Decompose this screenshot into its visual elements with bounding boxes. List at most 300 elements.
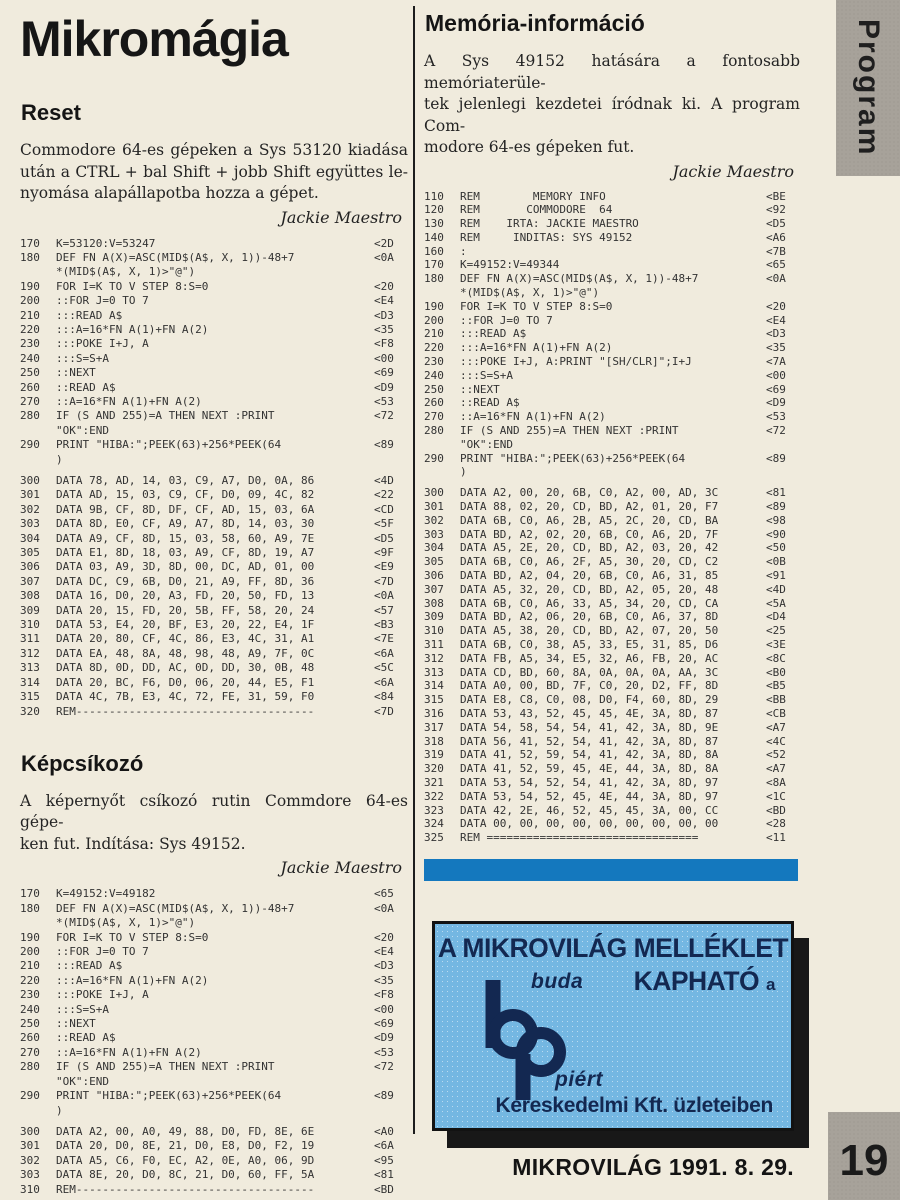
checksum bbox=[374, 1075, 408, 1089]
line-number: 190 bbox=[20, 279, 40, 293]
code-line bbox=[20, 604, 408, 618]
code-text: DATA 16, D0, 20, A3, FD, 20, 50, FD, 13 bbox=[56, 589, 315, 603]
code-text: DATA DC, C9, 6B, D0, 21, A9, FF, 8D, 36 bbox=[56, 574, 315, 588]
checksum: <7D bbox=[374, 704, 394, 718]
code-line bbox=[20, 589, 408, 603]
checksum: <35 bbox=[766, 341, 786, 355]
code-text: DATA 53, 54, 52, 45, 4E, 44, 3A, 8D, 97 bbox=[460, 789, 719, 803]
code-line bbox=[424, 804, 800, 818]
line-number: 301 bbox=[424, 500, 444, 514]
code-text: :::A=16*FN A(1)+FN A(2) bbox=[56, 322, 209, 336]
page-number: 19 bbox=[839, 1136, 889, 1185]
checksum: <5A bbox=[766, 596, 786, 610]
checksum: <89 bbox=[374, 438, 394, 452]
line-number: 190 bbox=[424, 299, 444, 313]
line-number: 240 bbox=[20, 351, 40, 365]
line-number: 130 bbox=[424, 217, 444, 231]
code-text: : bbox=[460, 244, 467, 258]
code-text: REM------------------------------------ bbox=[56, 1182, 315, 1196]
line-number: 290 bbox=[20, 1089, 40, 1103]
line-number: 230 bbox=[424, 355, 444, 369]
checksum: <B3 bbox=[374, 618, 394, 632]
line-number: 140 bbox=[424, 230, 444, 244]
line-number: 305 bbox=[20, 546, 40, 560]
code-text: DEF FN A(X)=ASC(MID$(A$, X, 1))-48+7 bbox=[56, 901, 295, 915]
code-text: DATA AD, 15, 03, C9, CF, D0, 09, 4C, 82 bbox=[56, 488, 315, 502]
line-number bbox=[424, 438, 460, 452]
code-text: FOR I=K TO V STEP 8:S=0 bbox=[460, 299, 613, 313]
code-line bbox=[20, 887, 408, 901]
code-line bbox=[20, 705, 408, 719]
code-text: DATA A2, 00, A0, 49, 88, D0, FD, 8E, 6E bbox=[56, 1124, 315, 1138]
code-text: REM------------------------------------ bbox=[56, 704, 315, 718]
checksum: <D9 bbox=[766, 396, 786, 410]
line-number bbox=[20, 1104, 56, 1118]
line-number: 302 bbox=[20, 502, 40, 516]
code-text: K=53120:V=53247 bbox=[56, 236, 156, 250]
checksum: <2D bbox=[374, 236, 394, 250]
line-number: 311 bbox=[424, 638, 444, 651]
line-number: 314 bbox=[424, 679, 444, 693]
checksum: <F8 bbox=[374, 988, 394, 1002]
supplement-ad bbox=[432, 921, 794, 1131]
line-number: 290 bbox=[20, 438, 40, 452]
page-title: Mikromágia bbox=[20, 11, 288, 67]
line-number: 321 bbox=[424, 775, 444, 789]
checksum: <D3 bbox=[374, 308, 394, 322]
code-line bbox=[424, 383, 800, 397]
code-line bbox=[424, 583, 800, 597]
code-line bbox=[424, 638, 800, 652]
checksum: <95 bbox=[374, 1153, 394, 1167]
line-number: 280 bbox=[20, 1060, 40, 1074]
code-text: K=49152:V=49182 bbox=[56, 887, 156, 901]
checksum: <69 bbox=[374, 366, 394, 380]
code-text: "OK":END bbox=[56, 1074, 109, 1088]
code-line bbox=[20, 661, 408, 675]
code-line bbox=[20, 474, 408, 488]
line-number: 180 bbox=[424, 272, 444, 286]
code-text: REM ================================ bbox=[460, 831, 699, 845]
checksum: <89 bbox=[374, 1089, 394, 1103]
code-text: *(MID$(A$, X, 1)>"@") bbox=[56, 265, 196, 279]
code-text: ::FOR J=0 TO 7 bbox=[56, 945, 149, 959]
checksum: <B5 bbox=[766, 679, 786, 693]
checksum: <E4 bbox=[374, 945, 394, 959]
code-line bbox=[424, 424, 800, 438]
checksum: <5C bbox=[374, 661, 394, 675]
line-number: 316 bbox=[424, 706, 444, 720]
code-text: DATA A5, C6, F0, EC, A2, 0E, A0, 06, 9D bbox=[56, 1153, 315, 1167]
line-number: 309 bbox=[424, 610, 444, 624]
code-text: DATA EA, 48, 8A, 48, 98, 48, A9, 7F, 0C bbox=[56, 646, 315, 660]
code-text: DATA FB, A5, 34, E5, 32, A6, FB, 20, AC bbox=[460, 651, 719, 665]
code-text: REM INDITAS: SYS 49152 bbox=[460, 230, 633, 244]
code-text: DATA 6B, C0, A6, 33, A5, 34, 20, CD, CA bbox=[460, 596, 719, 610]
left-column bbox=[20, 8, 408, 1197]
code-text: ::A=16*FN A(1)+FN A(2) bbox=[56, 1045, 202, 1059]
code-text: ::READ A$ bbox=[56, 380, 116, 394]
code-text: "OK":END bbox=[460, 437, 513, 451]
line-number: 302 bbox=[20, 1153, 40, 1167]
code-line bbox=[424, 231, 800, 245]
code-text: DATA 53, E4, 20, BF, E3, 20, 22, E4, 1F bbox=[56, 618, 315, 632]
line-number: 110 bbox=[424, 189, 444, 203]
ad-footer-text: Kereskedelmi Kft. üzleteiben bbox=[495, 1093, 773, 1117]
code-line bbox=[20, 902, 408, 916]
checksum: <D9 bbox=[374, 1031, 394, 1045]
line-number: 301 bbox=[20, 488, 40, 502]
code-line bbox=[20, 1183, 408, 1197]
checksum: <50 bbox=[766, 541, 786, 555]
checksum: <72 bbox=[374, 1060, 394, 1074]
line-number: 308 bbox=[424, 596, 444, 610]
checksum: <81 bbox=[374, 1168, 394, 1182]
code-line bbox=[424, 735, 800, 749]
code-text: DATA 53, 54, 52, 54, 41, 42, 3A, 8D, 97 bbox=[460, 775, 719, 789]
checksum: <7E bbox=[374, 632, 394, 646]
code-line bbox=[20, 488, 408, 502]
code-text: DATA 78, AD, 14, 03, C9, A7, D0, 0A, 86 bbox=[56, 474, 315, 487]
code-line bbox=[20, 409, 408, 423]
code-text: DATA E8, C8, C0, 08, D0, F4, 60, 8D, 29 bbox=[460, 693, 719, 707]
checksum: <20 bbox=[374, 930, 394, 944]
code-line bbox=[424, 569, 800, 583]
code-text: DATA 56, 41, 52, 54, 41, 42, 3A, 8D, 87 bbox=[460, 734, 719, 748]
code-text: REM COMMODORE 64 bbox=[460, 203, 613, 217]
checksum: <53 bbox=[374, 394, 394, 408]
code-line bbox=[424, 817, 800, 831]
line-number: 170 bbox=[20, 236, 40, 250]
checksum: <8C bbox=[766, 651, 786, 665]
code-text: DATA 8E, 20, D0, 8C, 21, D0, 60, FF, 5A bbox=[56, 1168, 315, 1182]
line-number: 312 bbox=[20, 646, 40, 660]
code-line bbox=[424, 341, 800, 355]
checksum: <D3 bbox=[374, 959, 394, 973]
checksum: <A0 bbox=[374, 1124, 394, 1138]
checksum bbox=[766, 286, 800, 300]
code-line bbox=[20, 323, 408, 337]
code-text: PRINT "HIBA:";PEEK(63)+256*PEEK(64 bbox=[460, 451, 686, 465]
code-line bbox=[20, 647, 408, 661]
code-text: DATA 8D, 0D, DD, AC, 0D, DD, 30, 0B, 48 bbox=[56, 661, 315, 675]
checksum: <28 bbox=[766, 817, 786, 831]
blue-separator-bar bbox=[424, 859, 798, 881]
checksum: <D5 bbox=[766, 217, 786, 231]
line-number bbox=[424, 465, 460, 479]
checksum: <3E bbox=[766, 638, 786, 651]
code-line bbox=[424, 597, 800, 611]
listing-gap bbox=[20, 467, 408, 474]
checksum: <0A bbox=[374, 250, 394, 264]
line-number: 304 bbox=[20, 531, 40, 545]
checksum: <90 bbox=[766, 527, 786, 541]
checksum: <D9 bbox=[374, 380, 394, 394]
code-line bbox=[424, 528, 800, 542]
checksum: <7D bbox=[374, 574, 394, 588]
code-line bbox=[20, 988, 408, 1002]
section-heading-memoria: Memória-információ bbox=[425, 10, 645, 36]
code-text: DATA A5, 38, 20, CD, BD, A2, 07, 20, 50 bbox=[460, 624, 719, 638]
listing-gap bbox=[20, 1118, 408, 1125]
line-number: 323 bbox=[424, 803, 444, 817]
line-number: 270 bbox=[20, 1045, 40, 1059]
line-number: 315 bbox=[20, 690, 40, 704]
checksum: <00 bbox=[766, 368, 786, 382]
line-number: 322 bbox=[424, 789, 444, 803]
line-number: 200 bbox=[20, 294, 40, 308]
code-text: :::POKE I+J, A bbox=[56, 988, 149, 1002]
code-text: DATA 42, 2E, 46, 52, 45, 45, 3A, 00, CC bbox=[460, 803, 719, 817]
checksum: <BE bbox=[766, 189, 786, 203]
code-line bbox=[20, 974, 408, 988]
line-number: 190 bbox=[20, 930, 40, 944]
code-line bbox=[20, 453, 408, 467]
checksum: <BD bbox=[766, 803, 786, 817]
line-number: 240 bbox=[424, 368, 444, 382]
code-line bbox=[20, 1089, 408, 1103]
code-text: DATA 6B, C0, A6, 2F, A5, 30, 20, CD, C2 bbox=[460, 555, 719, 569]
memoria-code-listing bbox=[424, 190, 800, 845]
checksum: <E4 bbox=[374, 294, 394, 308]
line-number: 180 bbox=[20, 250, 40, 264]
code-line bbox=[20, 280, 408, 294]
checksum: <7A bbox=[766, 355, 786, 369]
checksum: <D3 bbox=[766, 327, 786, 341]
section-heading-reset: Reset bbox=[21, 100, 81, 125]
code-line bbox=[424, 679, 800, 693]
checksum: <65 bbox=[374, 887, 394, 901]
code-text: DATA 20, 15, FD, 20, 5B, FF, 58, 20, 24 bbox=[56, 603, 315, 617]
code-text: DATA 9B, CF, 8D, DF, CF, AD, 15, 03, 6A bbox=[56, 502, 315, 516]
code-text: DATA A0, 00, BD, 7F, C0, 20, D2, FF, 8D bbox=[460, 679, 719, 693]
checksum: <D5 bbox=[374, 531, 394, 545]
checksum: <53 bbox=[374, 1045, 394, 1059]
checksum: <7B bbox=[766, 244, 786, 258]
code-text: :::READ A$ bbox=[460, 327, 527, 341]
line-number: 230 bbox=[20, 988, 40, 1002]
line-number: 306 bbox=[424, 569, 444, 583]
code-line bbox=[424, 748, 800, 762]
code-text: ::NEXT bbox=[56, 366, 96, 380]
checksum: <6A bbox=[374, 1139, 394, 1153]
code-line bbox=[20, 251, 408, 265]
code-text: DATA BD, A2, 04, 20, 6B, C0, A6, 31, 85 bbox=[460, 569, 719, 583]
code-text: DATA 53, 43, 52, 45, 45, 4E, 3A, 8D, 87 bbox=[460, 706, 719, 720]
issue-footer: MIKROVILÁG 1991. 8. 29. bbox=[512, 1154, 794, 1180]
checksum: <9F bbox=[374, 546, 394, 560]
right-column bbox=[424, 6, 800, 1131]
paragraph-line: Commodore 64-es gépeken a Sys 53120 kiadása bbox=[20, 141, 408, 159]
ad-headline-1: A MIKROVILÁG MELLÉKLET bbox=[437, 932, 789, 963]
code-text: DATA 00, 00, 00, 00, 00, 00, 00, 00, 00 bbox=[460, 817, 719, 831]
code-text: DATA 41, 52, 59, 54, 41, 42, 3A, 8D, 8A bbox=[460, 748, 719, 762]
line-number: 311 bbox=[20, 632, 40, 646]
code-line bbox=[424, 203, 800, 217]
checksum bbox=[374, 424, 408, 438]
line-number: 310 bbox=[424, 624, 444, 638]
code-line bbox=[20, 1003, 408, 1017]
code-line bbox=[20, 294, 408, 308]
checksum: <D4 bbox=[766, 610, 786, 624]
code-line bbox=[424, 272, 800, 286]
code-line bbox=[20, 618, 408, 632]
code-line bbox=[424, 486, 800, 500]
checksum: <6A bbox=[374, 646, 394, 660]
line-number: 260 bbox=[424, 396, 444, 410]
code-line bbox=[424, 652, 800, 666]
code-text: DATA 20, BC, F6, D0, 06, 20, 44, E5, F1 bbox=[56, 675, 315, 689]
code-text: DATA A5, 2E, 20, CD, BD, A2, 03, 20, 42 bbox=[460, 541, 719, 555]
checksum: <0A bbox=[374, 901, 394, 915]
line-number: 313 bbox=[424, 665, 444, 679]
paragraph-line: tek jelenlegi kezdetei íródnak ki. A program Com- bbox=[424, 95, 800, 135]
code-line bbox=[424, 666, 800, 680]
code-text: DATA 8D, E0, CF, A9, A7, 8D, 14, 03, 30 bbox=[56, 517, 315, 531]
line-number: 300 bbox=[424, 486, 444, 500]
logo-word-piert: piért bbox=[555, 1067, 604, 1091]
checksum: <22 bbox=[374, 488, 394, 502]
code-line bbox=[20, 560, 408, 574]
code-text: DATA 88, 02, 20, CD, BD, A2, 01, 20, F7 bbox=[460, 500, 719, 514]
checksum: <25 bbox=[766, 624, 786, 638]
code-line bbox=[424, 258, 800, 272]
code-line bbox=[424, 624, 800, 638]
code-text: DATA BD, A2, 02, 20, 6B, C0, A6, 2D, 7F bbox=[460, 527, 719, 541]
code-text: PRINT "HIBA:";PEEK(63)+256*PEEK(64 bbox=[56, 1089, 282, 1103]
code-text: DATA CD, BD, 60, 8A, 0A, 0A, 0A, AA, 3C bbox=[460, 665, 719, 679]
code-line bbox=[424, 790, 800, 804]
ad-headline-2-word: KAPHATÓ bbox=[633, 965, 760, 996]
line-number: 318 bbox=[424, 734, 444, 748]
line-number: 270 bbox=[20, 394, 40, 408]
checksum: <20 bbox=[374, 279, 394, 293]
code-line bbox=[20, 1017, 408, 1031]
checksum: <F8 bbox=[374, 337, 394, 351]
code-line bbox=[20, 352, 408, 366]
code-text: REM IRTA: JACKIE MAESTRO bbox=[460, 217, 639, 231]
line-number bbox=[424, 286, 460, 300]
code-line bbox=[20, 517, 408, 531]
code-text: ::READ A$ bbox=[460, 396, 520, 410]
checksum: <20 bbox=[766, 299, 786, 313]
code-text: FOR I=K TO V STEP 8:S=0 bbox=[56, 930, 209, 944]
checksum: <4C bbox=[766, 734, 786, 748]
code-text: :::READ A$ bbox=[56, 959, 123, 973]
line-number: 307 bbox=[20, 574, 40, 588]
code-line bbox=[424, 500, 800, 514]
code-line bbox=[424, 707, 800, 721]
listing-gap bbox=[424, 479, 800, 486]
code-text: DATA 03, A9, 3D, 8D, 00, DC, AD, 01, 00 bbox=[56, 560, 315, 574]
checksum: <84 bbox=[374, 690, 394, 704]
line-number: 220 bbox=[20, 973, 40, 987]
code-line bbox=[20, 959, 408, 973]
code-line bbox=[20, 916, 408, 930]
memoria-author: Jackie Maestro bbox=[672, 161, 794, 181]
line-number: 305 bbox=[424, 555, 444, 569]
budapiert-logo bbox=[469, 969, 699, 1100]
code-text: DATA 41, 52, 59, 45, 4E, 44, 3A, 8D, 8A bbox=[460, 762, 719, 776]
code-line bbox=[424, 300, 800, 314]
code-text: :::POKE I+J, A:PRINT "[SH/CLR]";I+J bbox=[460, 355, 692, 369]
line-number: 250 bbox=[20, 1017, 40, 1031]
line-number: 170 bbox=[20, 887, 40, 901]
code-line bbox=[424, 465, 800, 479]
checksum: <E9 bbox=[374, 560, 394, 574]
code-line bbox=[20, 503, 408, 517]
line-number bbox=[20, 453, 56, 467]
checksum: <69 bbox=[374, 1017, 394, 1031]
code-line bbox=[424, 327, 800, 341]
code-text: ) bbox=[56, 1103, 63, 1117]
code-line bbox=[20, 1031, 408, 1045]
line-number bbox=[20, 916, 56, 930]
line-number: 240 bbox=[20, 1002, 40, 1016]
code-line bbox=[424, 286, 800, 300]
line-number: 300 bbox=[20, 1124, 40, 1138]
checksum: <BB bbox=[766, 693, 786, 707]
line-number: 220 bbox=[20, 322, 40, 336]
checksum: <CB bbox=[766, 706, 786, 720]
code-line bbox=[424, 776, 800, 790]
line-number: 160 bbox=[424, 244, 444, 258]
line-number: 313 bbox=[20, 661, 40, 675]
line-number: 312 bbox=[424, 651, 444, 665]
code-line bbox=[20, 237, 408, 251]
code-line bbox=[20, 676, 408, 690]
checksum: <00 bbox=[374, 351, 394, 365]
checksum: <4D bbox=[374, 474, 394, 487]
checksum: <0A bbox=[374, 589, 394, 603]
line-number: 307 bbox=[424, 582, 444, 596]
checksum: <53 bbox=[766, 410, 786, 424]
line-number: 270 bbox=[424, 410, 444, 424]
code-text: "OK":END bbox=[56, 423, 109, 437]
line-number: 210 bbox=[424, 327, 444, 341]
checksum: <81 bbox=[766, 486, 786, 500]
paragraph-line: ken fut. Indítása: Sys 49152. bbox=[20, 834, 246, 853]
code-line bbox=[424, 190, 800, 204]
line-number: 324 bbox=[424, 817, 444, 831]
code-text: DATA A5, 32, 20, CD, BD, A2, 05, 20, 48 bbox=[460, 582, 719, 596]
code-text: ::NEXT bbox=[460, 382, 500, 396]
code-line bbox=[20, 381, 408, 395]
code-line bbox=[20, 690, 408, 704]
line-number: 320 bbox=[424, 762, 444, 776]
checksum: <57 bbox=[374, 603, 394, 617]
ad-headline-2-suffix: a bbox=[766, 974, 775, 994]
line-number: 230 bbox=[20, 337, 40, 351]
line-number: 308 bbox=[20, 589, 40, 603]
checksum bbox=[766, 465, 800, 479]
program-section-tab bbox=[836, 0, 900, 176]
checksum: <35 bbox=[374, 322, 394, 336]
paragraph-line: nyomása alapállapotba hozza a gépet. bbox=[20, 184, 319, 202]
line-number: 306 bbox=[20, 560, 40, 574]
code-line bbox=[424, 555, 800, 569]
line-number: 120 bbox=[424, 203, 444, 217]
line-number: 200 bbox=[20, 945, 40, 959]
code-text: ) bbox=[460, 465, 467, 479]
line-number: 260 bbox=[20, 380, 40, 394]
checksum: <B0 bbox=[766, 665, 786, 679]
code-text: DATA A2, 00, 20, 6B, C0, A2, 00, AD, 3C bbox=[460, 486, 719, 500]
line-number: 280 bbox=[424, 424, 444, 438]
line-number: 309 bbox=[20, 603, 40, 617]
line-number: 302 bbox=[424, 513, 444, 527]
code-text: DEF FN A(X)=ASC(MID$(A$, X, 1))-48+7 bbox=[56, 250, 295, 264]
